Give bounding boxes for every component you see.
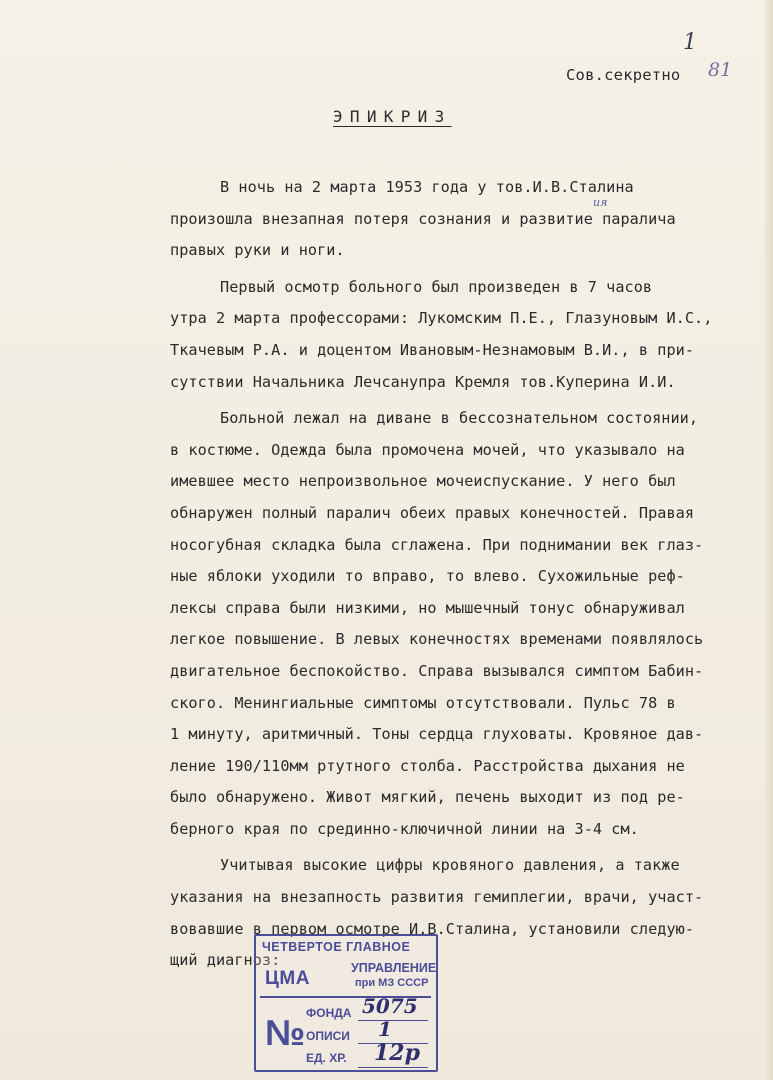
classification-label: Сов.секретно: [566, 66, 681, 84]
text-line: вовавшие в первом осмотре И.В.Сталина, установили следую-: [170, 919, 695, 938]
stamp-org: ЦМА: [265, 968, 310, 989]
stamp-ministry: при МЗ СССР: [355, 977, 429, 989]
handwritten-correction: ия: [593, 196, 608, 209]
stamp-number-sign: №: [265, 1012, 306, 1053]
text-line: утра 2 марта профессорами: Лукомским П.Е., Глазуновым И.С.,: [170, 309, 713, 328]
text-line: обнаружен полный паралич обеих правых конечностей. Правая: [170, 503, 695, 522]
text-line: легкое повышение. В левых конечностях временами появлялось: [170, 630, 704, 649]
text-line: Больной лежал на диване в бессознательном состоянии,: [220, 409, 699, 428]
text-line: щий диагноз:: [170, 951, 281, 970]
stamp-fond-value: 5075: [362, 994, 418, 1018]
text-line: носогубная складка была сглажена. При поднимании век глаз-: [170, 535, 704, 554]
text-line: 1 минуту, аритмичный. Тоны сердца глуховаты. Кровяное дав-: [170, 725, 704, 744]
text-line: Учитывая высокие цифры кровяного давления, а также: [220, 856, 680, 875]
document-title: ЭПИКРИЗ: [333, 107, 452, 126]
stamp-subheader: УПРАВЛЕНИЕ: [351, 961, 437, 975]
text-line: ского. Менингиальные симптомы отсутствовали. Пульс 78 в: [170, 693, 676, 712]
text-line: берного края по срединно-ключичной линии на 3-4 см.: [170, 819, 639, 838]
text-line: правых руки и ноги.: [170, 241, 345, 260]
text-line: было обнаружено. Живот мягкий, печень выходит из под ре-: [170, 788, 685, 807]
text-line: Ткачевым Р.А. и доцентом Ивановым-Незнамовым В.И., в при-: [170, 340, 695, 359]
document-body: [170, 178, 770, 983]
stamp-rule: [358, 1067, 428, 1068]
page-number: 1: [683, 30, 697, 55]
text-line: сутствии Начальника Лечсанупра Кремля тов.Куперина И.И.: [170, 372, 676, 391]
text-line: имевшее место непроизвольное мочеиспускание. У него был: [170, 472, 676, 491]
stamp-header: ЧЕТВЕРТОЕ ГЛАВНОЕ: [262, 940, 411, 954]
stamp-opis-label: ОПИСИ: [306, 1029, 350, 1043]
archive-stamp: [254, 934, 438, 1072]
text-line: указания на внезапность развития гемиплегии, врачи, участ-: [170, 888, 704, 907]
handwritten-number: 81: [708, 59, 733, 81]
text-line: Первый осмотр больного был произведен в 7 часов: [220, 277, 653, 296]
text-line: В ночь на 2 марта 1953 года у тов.И.В.Сталина: [220, 178, 634, 196]
stamp-fond-label: ФОНДА: [306, 1006, 352, 1020]
text-line: ные яблоки уходили то вправо, то влево. Сухожильные реф-: [170, 567, 685, 586]
stamp-ed-value: 12р: [374, 1040, 420, 1066]
stamp-opis-value: 1: [378, 1017, 392, 1041]
text-line: в костюме. Одежда была промочена мочей, что указывало на: [170, 440, 685, 459]
text-line: двигательное беспокойство. Справа вызывался симптом Бабин-: [170, 661, 704, 680]
stamp-ed-label: ЕД. ХР.: [306, 1051, 347, 1065]
text-line: произошла внезапная потеря сознания и развитие паралича: [170, 209, 676, 228]
stamp-rule: [358, 1020, 428, 1021]
text-line: лексы справа были низкими, но мышечный тонус обнаруживал: [170, 598, 685, 617]
text-line: ление 190/110мм ртутного столба. Расстройства дыхания не: [170, 756, 685, 775]
